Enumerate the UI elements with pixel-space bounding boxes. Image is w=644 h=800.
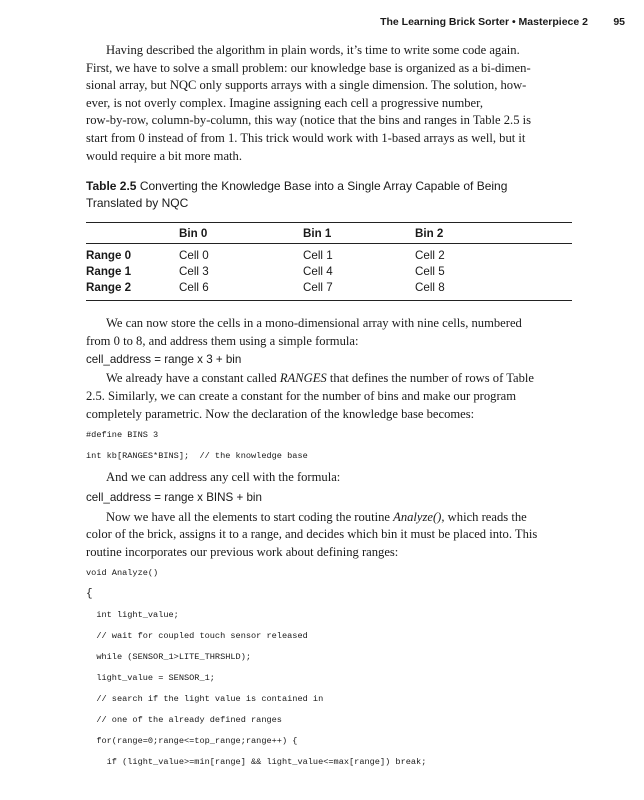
- formula-cell-address-bins: cell_address = range x BINS + bin: [86, 490, 262, 504]
- table-title-line: Converting the Knowledge Base into a Single Array Capable of Being: [139, 179, 508, 194]
- code-line: // wait for coupled touch sensor released: [86, 630, 308, 641]
- table-row: [86, 264, 572, 280]
- code-line: while (SENSOR_1>LITE_THRSHLD);: [86, 651, 252, 662]
- code-block-declaration: [86, 425, 574, 467]
- row-header-cell: Range 2: [86, 281, 132, 295]
- emphasis-ranges: RANGES: [279, 371, 327, 386]
- text-line: row-by-row, column-by-column, this way (notice that the bins and ranges in Table 2.5 is: [86, 113, 532, 128]
- paragraph-mono-array: [86, 315, 574, 350]
- paragraph-constants: [86, 370, 574, 423]
- table-row: [86, 280, 572, 301]
- row-header-cell: Range 0: [86, 249, 132, 263]
- row-header-cell: Range 1: [86, 265, 132, 279]
- code-line: void Analyze(): [86, 567, 159, 578]
- table-cell: Cell 2: [415, 249, 445, 263]
- formula-cell-address: cell_address = range x 3 + bin: [86, 353, 242, 367]
- text-line: sional array, but NQC only supports arrays with a single dimension. The solution, how-: [86, 78, 527, 93]
- page-header: [0, 14, 644, 30]
- table-caption: [86, 178, 574, 212]
- table-header-cell: Bin 1: [303, 223, 415, 244]
- text-line: First, we have to solve a small problem: our knowledge base is organized as a bi-dimen-: [86, 60, 531, 75]
- table-title-line: Translated by NQC: [86, 196, 189, 211]
- page-number: 95: [613, 16, 625, 28]
- code-block-analyze: [86, 563, 574, 773]
- paragraph-analyze: [86, 509, 574, 562]
- code-line: #define BINS 3: [86, 430, 159, 441]
- table-header-cell: Bin 2: [415, 223, 572, 244]
- table-header-cell: Bin 0: [179, 223, 303, 244]
- emphasis-analyze: Analyze(),: [393, 509, 445, 524]
- table-cell: Cell 0: [179, 249, 209, 263]
- table-cell: Cell 1: [303, 249, 333, 263]
- text-line: 2.5. Similarly, we can create a constant for the number of bins and make our program: [86, 388, 517, 403]
- text-line: And we can address any cell with the formula:: [106, 470, 341, 485]
- code-line: {: [86, 587, 93, 600]
- table-row: [86, 244, 572, 265]
- knowledge-base-table: [86, 222, 572, 301]
- code-line: int kb[RANGES*BINS]; // the knowledge base: [86, 451, 308, 462]
- table-header-cell: [86, 223, 179, 244]
- table-cell: Cell 3: [179, 265, 209, 279]
- text-fragment: Now we have all the elements to start coding the routine: [106, 509, 394, 524]
- text-line: from 0 to 8, and address them using a simple formula:: [86, 333, 359, 348]
- table-cell: Cell 7: [303, 281, 333, 295]
- code-line: // one of the already defined ranges: [86, 714, 282, 725]
- running-title: The Learning Brick Sorter • Masterpiece 2: [380, 16, 588, 28]
- table-cell: Cell 4: [303, 265, 333, 279]
- text-line: would require a bit more math.: [86, 148, 242, 163]
- code-line: // search if the light value is contained in: [86, 693, 324, 704]
- text-fragment: that defines the number of rows of Table: [326, 371, 535, 386]
- text-line: start from 0 instead of from 1. This trick would work with 1-based arrays as well, but it: [86, 130, 526, 145]
- text-line: ever, is not overly complex. Imagine assigning each cell a progressive number,: [86, 95, 483, 110]
- text-fragment: We already have a constant called: [106, 371, 280, 386]
- text-line: We can now store the cells in a mono-dimensional array with nine cells, numbered: [106, 316, 522, 331]
- code-line: int light_value;: [86, 609, 179, 620]
- code-line: if (light_value>=min[range] && light_value<=max[range]) break;: [86, 756, 427, 767]
- text-line: color of the brick, assigns it to a range, and decides which bin it must be placed into. This: [86, 527, 538, 542]
- text-line: Having described the algorithm in plain words, it’s time to write some code again.: [106, 43, 520, 57]
- table-cell: Cell 5: [415, 265, 445, 279]
- paragraph-intro: [86, 42, 574, 165]
- table-header-row: [86, 223, 572, 244]
- page-body: [86, 42, 574, 773]
- table-cell: Cell 6: [179, 281, 209, 295]
- code-line: light_value = SENSOR_1;: [86, 672, 215, 683]
- text-line: routine incorporates our previous work about defining ranges:: [86, 544, 399, 559]
- code-line: for(range=0;range<=top_range;range++) {: [86, 735, 298, 746]
- text-line: completely parametric. Now the declaration of the knowledge base becomes:: [86, 406, 475, 421]
- paragraph-address: [86, 469, 574, 487]
- table-number: Table 2.5: [86, 179, 137, 194]
- text-fragment: which reads the: [444, 509, 527, 524]
- table-cell: Cell 8: [415, 281, 445, 295]
